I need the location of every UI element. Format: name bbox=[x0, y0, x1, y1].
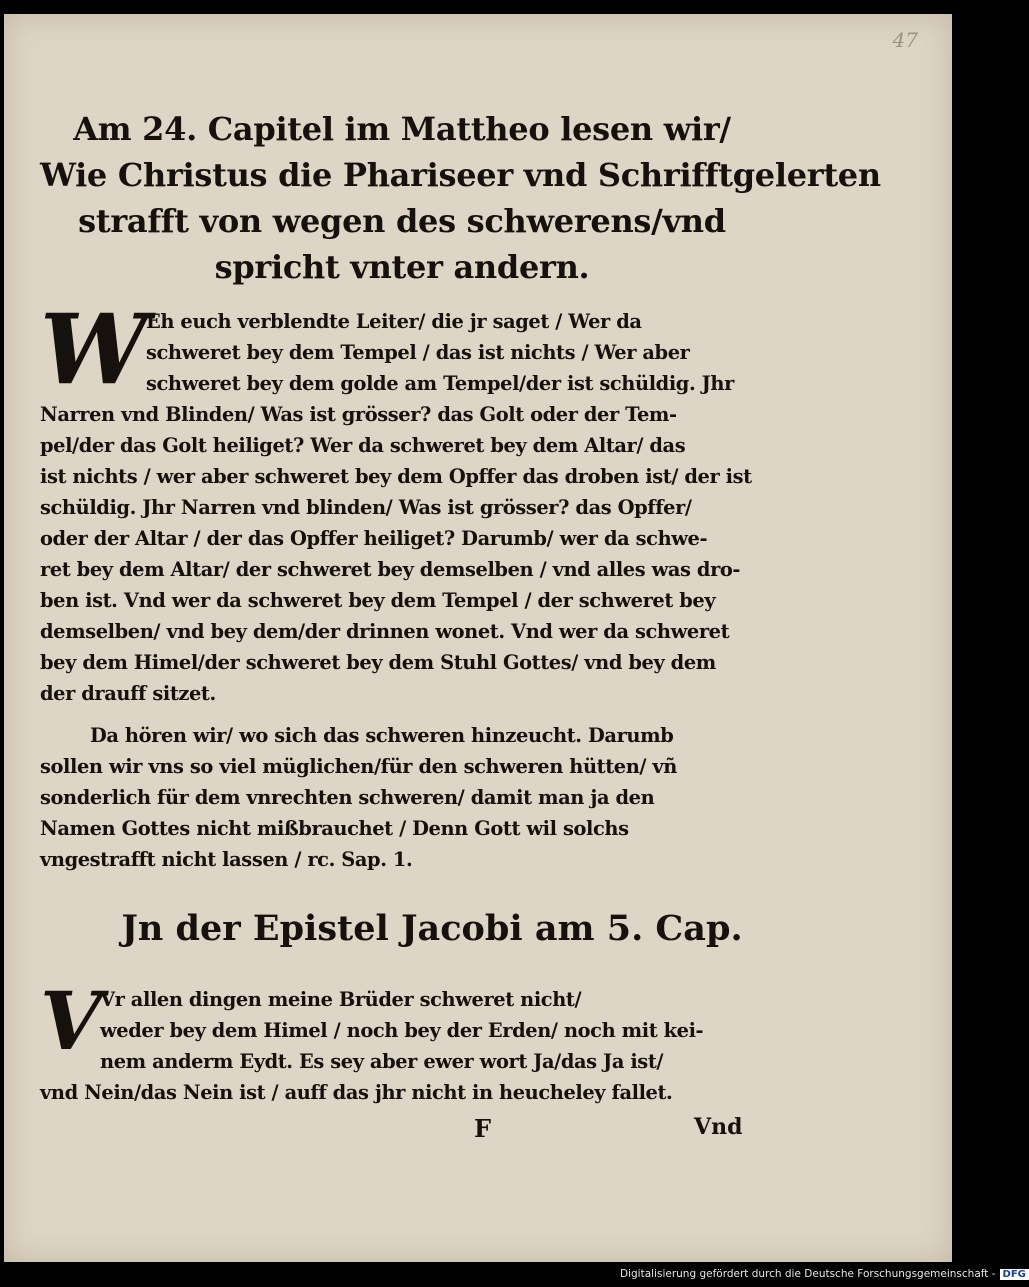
heading-line: strafft von wegen des schwerens/vnd bbox=[78, 202, 726, 240]
text-line: weder bey dem Himel / noch bey der Erden/ noch mit kei- bbox=[100, 1019, 704, 1042]
text-line: pel/der das Golt heiliget? Wer da schweret bey dem Altar/ das bbox=[40, 434, 686, 457]
paragraph-2 bbox=[40, 720, 764, 875]
text-line: schüldig. Jhr Narren vnd blinden/ Was ist grösser? das Opffer/ bbox=[40, 496, 692, 519]
text-line: oder der Altar / der das Opffer heiliget? Darumb/ wer da schwe- bbox=[40, 527, 708, 550]
text-line: vnd Nein/das Nein ist / auff das jhr nicht in heucheley fallet. bbox=[40, 1081, 673, 1104]
paragraph-1 bbox=[40, 306, 764, 709]
text-line: schweret bey dem Tempel / das ist nichts / Wer aber bbox=[146, 341, 690, 364]
text-line: Narren vnd Blinden/ Was ist grösser? das Golt oder der Tem- bbox=[40, 403, 677, 426]
dfg-logo-icon: DFG bbox=[1000, 1269, 1029, 1280]
text-line: ist nichts / wer aber schweret bey dem Opffer das droben ist/ der ist bbox=[40, 465, 752, 488]
text-line: Vr allen dingen meine Brüder schweret nicht/ bbox=[100, 988, 582, 1011]
text-line: Namen Gottes nicht mißbrauchet / Denn Gott wil solchs bbox=[40, 817, 629, 840]
section-heading: Jn der Epistel Jacobi am 5. Cap. bbox=[121, 908, 743, 949]
drop-initial-v: V bbox=[40, 974, 103, 1068]
signature-mark: F bbox=[474, 1114, 492, 1143]
catchword: Vnd bbox=[694, 1114, 743, 1140]
text-line: ben ist. Vnd wer da schweret bey dem Tempel / der schweret bey bbox=[40, 589, 716, 612]
heading-line: Wie Christus die Phariseer vnd Schrifftgelerten bbox=[40, 156, 881, 194]
heading-line: Am 24. Capitel im Mattheo lesen wir/ bbox=[73, 110, 731, 148]
text-line: demselben/ vnd bey dem/der drinnen wonet. Vnd wer da schweret bbox=[40, 620, 730, 643]
paragraph-3 bbox=[40, 984, 764, 1108]
text-line: der drauff sitzet. bbox=[40, 682, 216, 705]
chapter-heading bbox=[40, 106, 881, 290]
text-line: nem anderm Eydt. Es sey aber ewer wort Ja/das Ja ist/ bbox=[100, 1050, 664, 1073]
book-page bbox=[4, 14, 952, 1262]
text-line: ret bey dem Altar/ der schweret bey demselben / vnd alles was dro- bbox=[40, 558, 741, 581]
text-line: Da hören wir/ wo sich das schweren hinzeucht. Darumb bbox=[90, 724, 674, 747]
page-number: 47 bbox=[892, 28, 918, 52]
drop-initial-w: W bbox=[40, 293, 148, 406]
text-line: sollen wir vns so viel müglichen/für den schweren hütten/ vñ bbox=[40, 755, 677, 778]
heading-line: spricht vnter andern. bbox=[214, 248, 590, 286]
text-line: bey dem Himel/der schweret bey dem Stuhl Gottes/ vnd bey dem bbox=[40, 651, 716, 674]
text-line: schweret bey dem golde am Tempel/der ist schüldig. Jhr bbox=[146, 372, 734, 395]
text-line: Eh euch verblendte Leiter/ die jr saget / Wer da bbox=[146, 310, 642, 333]
footer-text: Digitalisierung gefördert durch die Deutsche Forschungsgemeinschaft - bbox=[620, 1268, 996, 1280]
digitization-footer bbox=[620, 1268, 1029, 1280]
text-line: vngestrafft nicht lassen / rc. Sap. 1. bbox=[40, 848, 413, 871]
text-line: sonderlich für dem vnrechten schweren/ damit man ja den bbox=[40, 786, 655, 809]
